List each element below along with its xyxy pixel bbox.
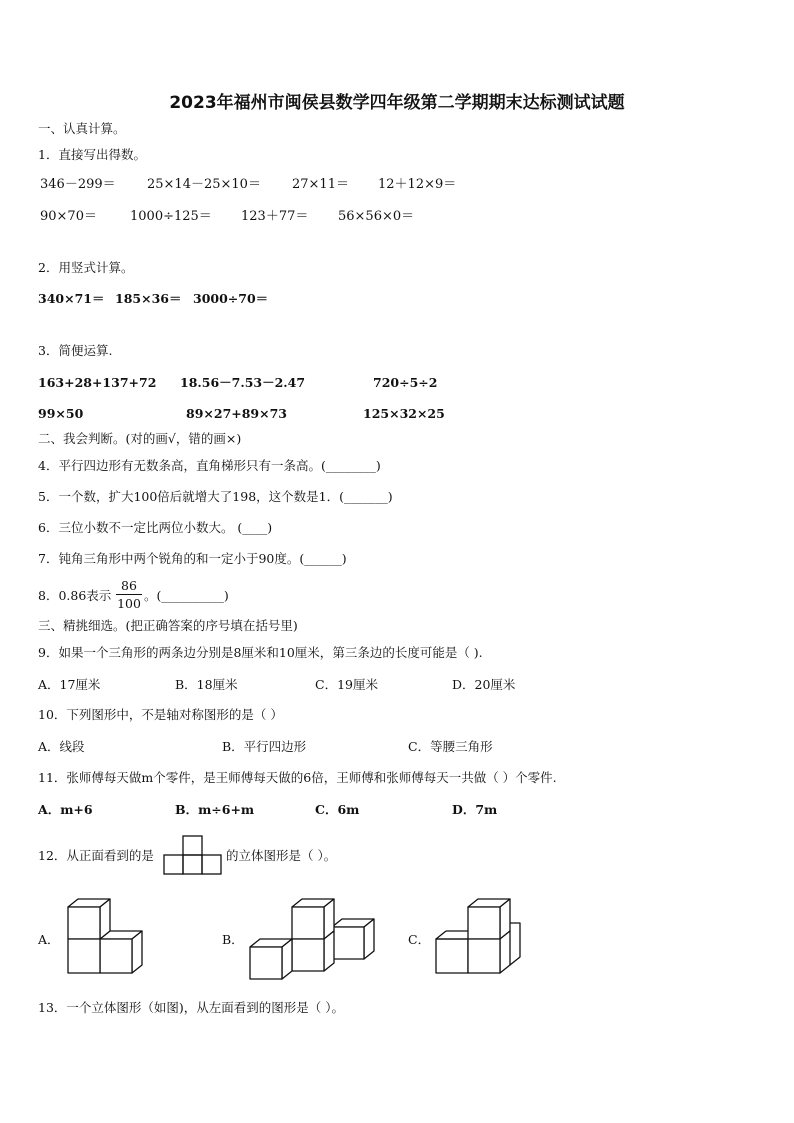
question-11-stem: 11．张师傅每天做m个零件，是王师傅每天做的6倍，王师傅和张师傅每天一共做（ ）个零件. [38, 770, 557, 785]
question-3-label: 3．简便运算. [38, 343, 113, 358]
q12-option-b-label: B． [222, 932, 244, 947]
question-9-stem: 9．如果一个三角形的两条边分别是8厘米和10厘米，第三条边的长度可能是（ ). [38, 645, 483, 660]
q10-option-c: C．等腰三角形 [408, 739, 493, 754]
calc-item: 12＋12×9＝ [378, 177, 457, 192]
q12-option-a-label: A． [38, 932, 60, 947]
q12-option-a-figure [60, 895, 150, 980]
simplify-item: 18.56－7.53－2.47 [180, 375, 306, 390]
q12-option-b-figure [246, 895, 381, 985]
question-4: 4．平行四边形有无数条高，直角梯形只有一条高。(________) [38, 458, 381, 473]
q9-option-d: D．20厘米 [452, 677, 516, 692]
simplify-item: 125×32×25 [363, 406, 445, 421]
calc-item: 25×14－25×10＝ [147, 177, 261, 192]
question-8-suffix: 。(__________) [144, 588, 229, 603]
q11-option-c: C．6m [315, 802, 360, 817]
question-13-stem: 13．一个立体图形（如图)，从左面看到的图形是（ ）。 [38, 1000, 345, 1015]
simplify-item: 89×27+89×73 [186, 406, 288, 421]
question-5: 5．一个数，扩大100倍后就增大了198，这个数是1．(_______) [38, 489, 393, 504]
question-1-label: 1．直接写出得数。 [38, 147, 146, 162]
section-3-heading: 三、精挑细选。(把正确答案的序号填在括号里) [38, 618, 298, 633]
q9-option-a: A．17厘米 [38, 677, 101, 692]
calc-item: 27×11＝ [292, 177, 349, 192]
simplify-item: 720÷5÷2 [373, 375, 438, 390]
fraction-numerator: 86 [121, 578, 137, 593]
question-12-stem-before: 12．从正面看到的是 [38, 848, 154, 863]
section-1-heading: 一、认真计算。 [38, 121, 126, 136]
front-view-figure [163, 834, 223, 876]
calc-item: 56×56×0＝ [338, 209, 415, 224]
calc-item: 346－299＝ [40, 177, 116, 192]
question-2-label: 2．用竖式计算。 [38, 260, 134, 275]
question-7: 7．钝角三角形中两个锐角的和一定小于90度。(______) [38, 551, 347, 566]
question-10-stem: 10．下列图形中，不是轴对称图形的是（ ） [38, 707, 283, 722]
vertical-calc-item: 3000÷70＝ [193, 291, 269, 306]
vertical-calc-item: 185×36＝ [115, 291, 182, 306]
simplify-item: 163+28+137+72 [38, 375, 157, 390]
section-2-heading: 二、我会判断。(对的画√，错的画×) [38, 431, 242, 446]
simplify-item: 99×50 [38, 406, 84, 421]
q11-option-d: D．7m [452, 802, 498, 817]
q10-option-b: B．平行四边形 [222, 739, 307, 754]
page-title: 2023年福州市闽侯县数学四年级第二学期期末达标测试试题 [169, 93, 625, 113]
fraction-86-100 [116, 578, 142, 611]
q11-option-a: A．m+6 [38, 802, 93, 817]
fraction-denominator: 100 [117, 596, 141, 611]
fraction-bar [116, 594, 142, 595]
question-6: 6．三位小数不一定比两位小数大。 (____) [38, 520, 273, 535]
question-8-prefix: 8．0.86表示 [38, 588, 112, 603]
question-12-stem-after: 的立体图形是（ ）。 [226, 848, 337, 863]
q9-option-b: B．18厘米 [175, 677, 238, 692]
q9-option-c: C．19厘米 [315, 677, 378, 692]
calc-item: 90×70＝ [40, 209, 97, 224]
q12-option-c-figure [434, 895, 529, 980]
q10-option-a: A．线段 [38, 739, 85, 754]
q12-option-c-label: C． [408, 932, 431, 947]
q11-option-b: B．m÷6+m [175, 802, 255, 817]
calc-item: 123＋77＝ [241, 209, 309, 224]
calc-item: 1000÷125＝ [130, 209, 212, 224]
vertical-calc-item: 340×71＝ [38, 291, 105, 306]
